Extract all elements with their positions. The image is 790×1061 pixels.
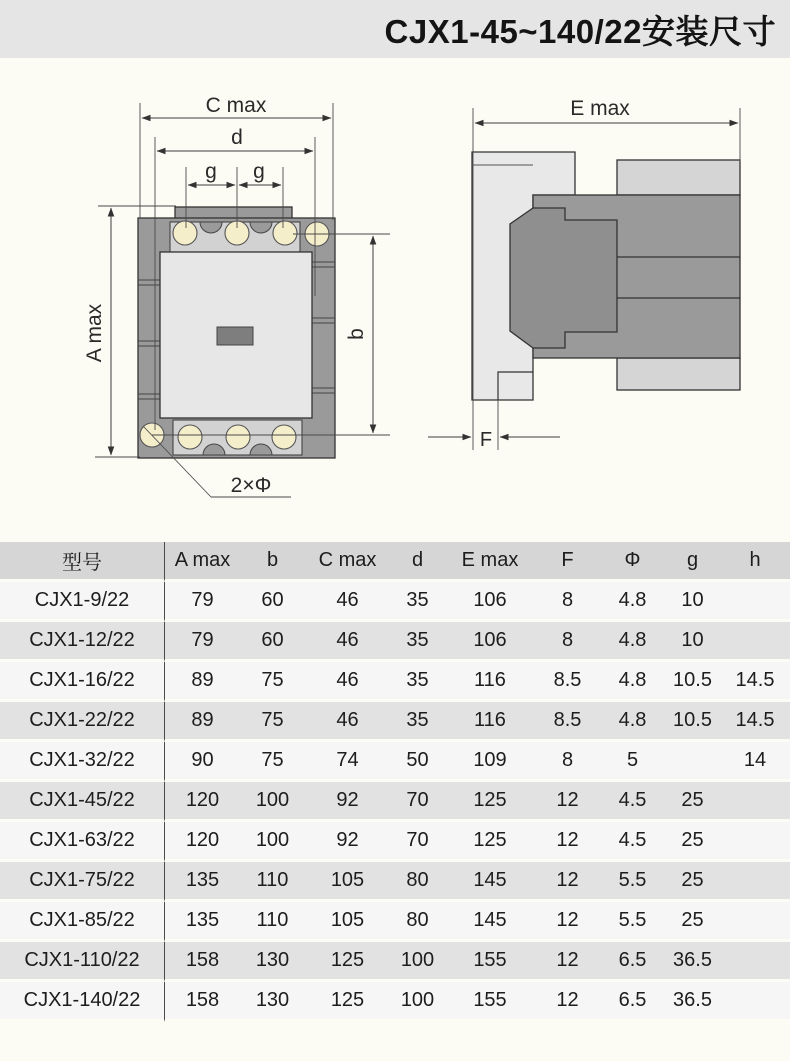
value-cell: 135 [165,902,240,942]
value-cell: 100 [390,942,445,982]
value-cell: 79 [165,622,240,662]
value-cell: 4.8 [600,702,665,742]
value-cell: 130 [240,942,305,982]
value-cell: 12 [535,782,600,822]
value-cell: 14 [720,742,790,782]
table-row [0,862,790,902]
value-cell: 80 [390,862,445,902]
terminal-hole [273,221,297,245]
value-cell: 60 [240,622,305,662]
value-cell: 110 [240,902,305,942]
value-cell: 14.5 [720,702,790,742]
terminal-hole [178,425,202,449]
side-inner-socket [510,208,617,348]
model-cell: CJX1-110/22 [0,942,165,982]
column-header: Φ [600,542,665,582]
value-cell: 100 [390,982,445,1022]
dim-label-d: d [231,126,243,149]
value-cell [665,742,720,782]
value-cell: 10.5 [665,702,720,742]
table-row [0,902,790,942]
value-cell: 130 [240,982,305,1022]
value-cell: 145 [445,902,535,942]
value-cell: 105 [305,862,390,902]
value-cell: 12 [535,942,600,982]
value-cell: 46 [305,662,390,702]
value-cell: 10 [665,622,720,662]
value-cell: 116 [445,662,535,702]
value-cell: 4.8 [600,662,665,702]
value-cell: 6.5 [600,942,665,982]
side-bottom-block [617,358,740,390]
value-cell [720,582,790,622]
value-cell: 50 [390,742,445,782]
value-cell: 46 [305,702,390,742]
value-cell: 92 [305,822,390,862]
model-cell: CJX1-12/22 [0,622,165,662]
value-cell [720,782,790,822]
value-cell: 75 [240,742,305,782]
value-cell: 5.5 [600,862,665,902]
value-cell: 8 [535,622,600,662]
dim-label-c-max: C max [205,94,267,117]
column-header: A max [165,542,240,582]
value-cell: 125 [445,782,535,822]
value-cell: 125 [305,942,390,982]
terminal-hole [173,221,197,245]
value-cell: 155 [445,982,535,1022]
value-cell: 80 [390,902,445,942]
value-cell: 12 [535,902,600,942]
model-cell: CJX1-45/22 [0,782,165,822]
value-cell: 125 [445,822,535,862]
dim-label-holes: 2×Φ [230,474,272,497]
table-row [0,622,790,662]
model-cell: CJX1-63/22 [0,822,165,862]
dim-label-g-left: g [205,160,217,183]
value-cell: 109 [445,742,535,782]
column-header: C max [305,542,390,582]
value-cell: 125 [305,982,390,1022]
side-top-block [617,160,740,195]
column-header: d [390,542,445,582]
value-cell: 75 [240,702,305,742]
value-cell: 100 [240,822,305,862]
value-cell: 4.5 [600,822,665,862]
value-cell: 90 [165,742,240,782]
table-header-row [0,542,790,582]
model-cell: CJX1-22/22 [0,702,165,742]
value-cell: 36.5 [665,982,720,1022]
table-row [0,662,790,702]
value-cell [720,862,790,902]
value-cell: 12 [535,982,600,1022]
value-cell: 35 [390,622,445,662]
value-cell: 89 [165,702,240,742]
value-cell: 145 [445,862,535,902]
table-body [0,582,790,1022]
front-view-diagram [83,94,390,497]
column-header: F [535,542,600,582]
value-cell [720,822,790,862]
value-cell: 6.5 [600,982,665,1022]
value-cell: 60 [240,582,305,622]
value-cell [720,622,790,662]
diagram-area [0,58,790,542]
dim-label-f: F [479,429,493,451]
front-body-raised-top [175,207,292,219]
value-cell: 10 [665,582,720,622]
value-cell: 106 [445,582,535,622]
table-row [0,702,790,742]
value-cell: 25 [665,862,720,902]
column-header: 型号 [0,542,165,582]
value-cell: 74 [305,742,390,782]
dim-label-a-max: A max [83,303,106,363]
value-cell: 120 [165,822,240,862]
value-cell: 8.5 [535,702,600,742]
value-cell: 100 [240,782,305,822]
model-cell: CJX1-75/22 [0,862,165,902]
value-cell: 36.5 [665,942,720,982]
value-cell: 46 [305,582,390,622]
value-cell: 25 [665,902,720,942]
value-cell: 92 [305,782,390,822]
value-cell: 120 [165,782,240,822]
value-cell: 70 [390,782,445,822]
dim-label-b: b [345,328,368,340]
value-cell: 14.5 [720,662,790,702]
terminal-hole [272,425,296,449]
value-cell: 79 [165,582,240,622]
value-cell: 89 [165,662,240,702]
value-cell: 12 [535,822,600,862]
side-view-diagram [428,97,740,451]
value-cell: 155 [445,942,535,982]
column-header: g [665,542,720,582]
dimension-table [0,542,790,1022]
value-cell: 8 [535,742,600,782]
model-cell: CJX1-32/22 [0,742,165,782]
value-cell: 75 [240,662,305,702]
model-cell: CJX1-85/22 [0,902,165,942]
title-bar [0,0,790,58]
value-cell: 110 [240,862,305,902]
value-cell: 10.5 [665,662,720,702]
model-cell: CJX1-9/22 [0,582,165,622]
value-cell: 4.8 [600,582,665,622]
value-cell: 135 [165,862,240,902]
value-cell: 25 [665,822,720,862]
value-cell: 35 [390,582,445,622]
dim-label-g-right: g [253,160,265,183]
value-cell: 106 [445,622,535,662]
value-cell: 25 [665,782,720,822]
table-row [0,742,790,782]
value-cell: 35 [390,662,445,702]
value-cell: 158 [165,982,240,1022]
value-cell: 4.8 [600,622,665,662]
column-header: E max [445,542,535,582]
value-cell: 12 [535,862,600,902]
value-cell [720,942,790,982]
model-cell: CJX1-16/22 [0,662,165,702]
dim-label-e-max: E max [570,97,630,120]
value-cell: 5 [600,742,665,782]
column-header: h [720,542,790,582]
dimension-diagrams [0,58,790,542]
table-row [0,782,790,822]
table-row [0,822,790,862]
column-header: b [240,542,305,582]
value-cell [720,902,790,942]
value-cell [720,982,790,1022]
model-cell: CJX1-140/22 [0,982,165,1022]
front-center-block [217,327,253,345]
table-row [0,582,790,622]
value-cell: 4.5 [600,782,665,822]
terminal-hole [226,425,250,449]
value-cell: 116 [445,702,535,742]
value-cell: 70 [390,822,445,862]
value-cell: 105 [305,902,390,942]
value-cell: 158 [165,942,240,982]
value-cell: 8.5 [535,662,600,702]
table-row [0,982,790,1022]
value-cell: 35 [390,702,445,742]
table-row [0,942,790,982]
page-title: CJX1-45~140/22安装尺寸 [384,12,776,50]
value-cell: 5.5 [600,902,665,942]
value-cell: 8 [535,582,600,622]
value-cell: 46 [305,622,390,662]
